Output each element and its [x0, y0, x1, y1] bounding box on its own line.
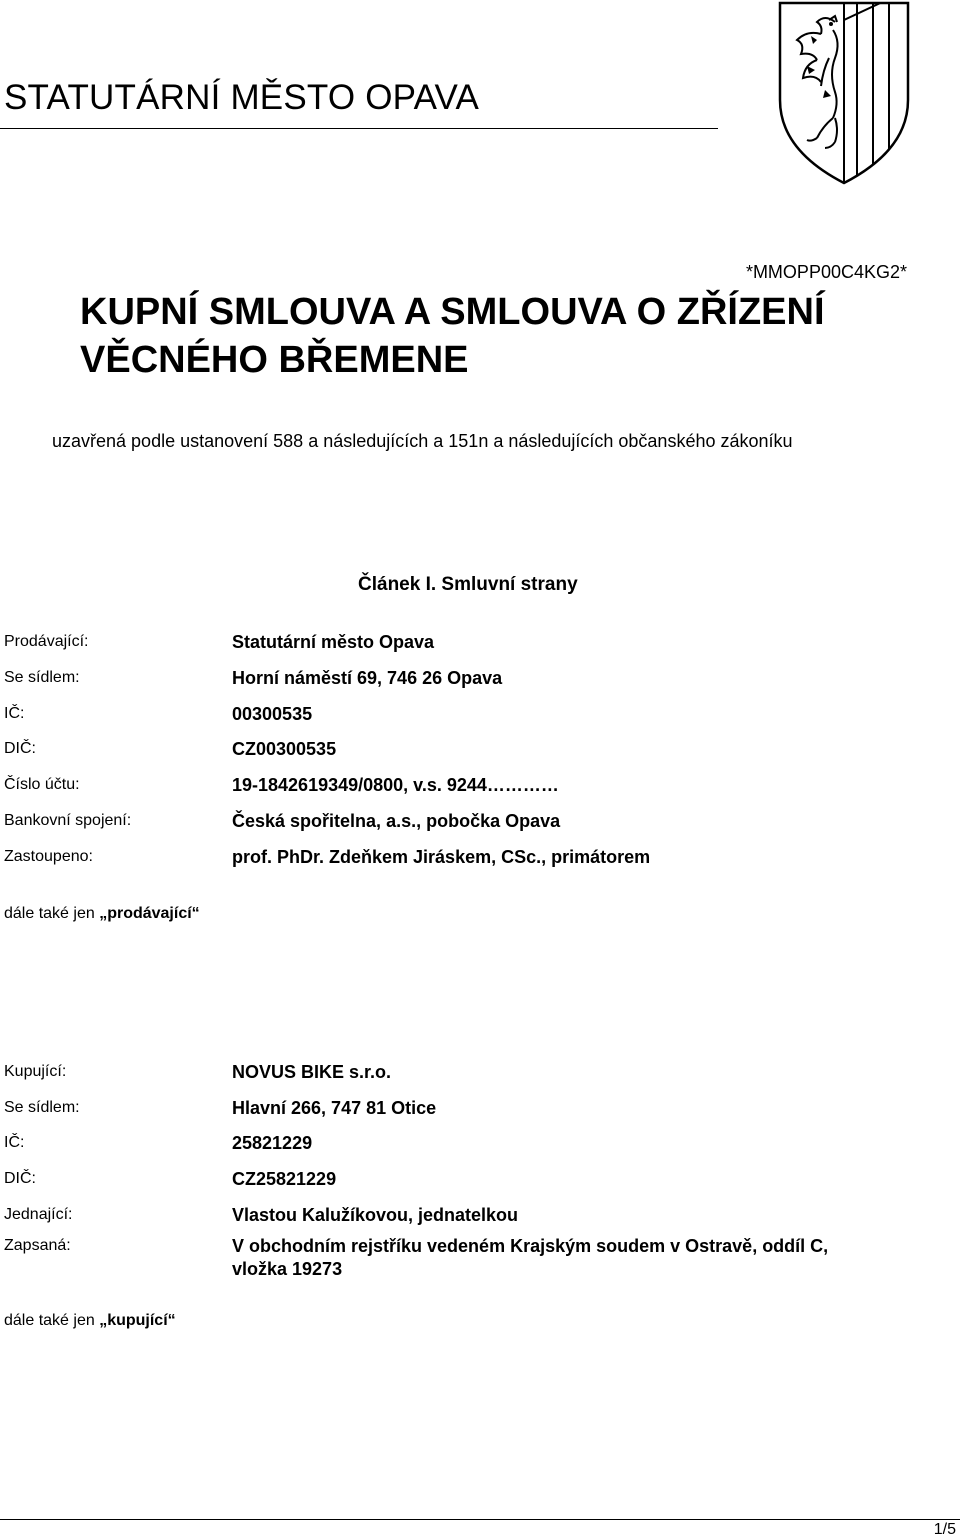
buyer-note-prefix: dále také jen — [4, 1312, 100, 1329]
header-divider — [0, 128, 718, 129]
buyer-registry-label: Zapsaná: — [4, 1237, 71, 1254]
seller-dic-label: DIČ: — [4, 740, 36, 757]
buyer-address-label: Se sídlem: — [4, 1099, 80, 1116]
seller-ic-value: 00300535 — [232, 704, 313, 724]
document-title-line-1: KUPNÍ SMLOUVA A SMLOUVA O ZŘÍZENÍ — [80, 291, 825, 333]
seller-bank-value: Česká spořitelna, a.s., pobočka Opava — [232, 811, 561, 831]
seller-representative-label: Zastoupeno: — [4, 848, 93, 865]
document-title — [80, 288, 900, 384]
seller-account-value: 19-1842619349/0800, v.s. 9244………… — [232, 775, 559, 795]
buyer-address-value: Hlavní 266, 747 81 Otice — [232, 1098, 437, 1118]
seller-note-prefix: dále také jen — [4, 905, 100, 922]
page-number: 1/5 — [933, 1521, 956, 1538]
buyer-ic-value: 25821229 — [232, 1133, 313, 1153]
document-code: *MMOPP00C4KG2* — [745, 262, 907, 282]
seller-bank-label: Bankovní spojení: — [4, 812, 132, 829]
buyer-value: NOVUS BIKE s.r.o. — [232, 1062, 392, 1082]
buyer-note-term: „kupující“ — [99, 1312, 176, 1329]
buyer-dic-value: CZ25821229 — [232, 1169, 337, 1189]
seller-account-label: Číslo účtu: — [4, 776, 80, 793]
buyer-label: Kupující: — [4, 1063, 67, 1080]
seller-note — [4, 905, 200, 923]
buyer-registry-value-continued: vložka 19273 — [232, 1259, 343, 1279]
seller-address-label: Se sídlem: — [4, 669, 80, 686]
document-subtitle: uzavřená podle ustanovení 588 a následujících a 151n a následujících občanského zákoníku — [52, 431, 793, 451]
seller-address-value: Horní náměstí 69, 746 26 Opava — [232, 668, 503, 688]
buyer-registry-value: V obchodním rejstříku vedeném Krajským soudem v Ostravě, oddíl C, — [232, 1236, 829, 1256]
seller-representative-value: prof. PhDr. Zdeňkem Jiráskem, CSc., primátorem — [232, 847, 651, 867]
seller-ic-label: IČ: — [4, 705, 25, 722]
buyer-agent-label: Jednající: — [4, 1206, 73, 1223]
buyer-dic-label: DIČ: — [4, 1170, 36, 1187]
seller-label: Prodávající: — [4, 633, 89, 650]
buyer-note — [4, 1312, 176, 1330]
footer-divider — [0, 1519, 960, 1520]
buyer-ic-label: IČ: — [4, 1134, 25, 1151]
seller-value: Statutární město Opava — [232, 632, 435, 652]
city-title: STATUTÁRNÍ MĚSTO OPAVA — [4, 78, 480, 117]
buyer-agent-value: Vlastou Kalužíkovou, jednatelkou — [232, 1205, 519, 1225]
seller-dic-value: CZ00300535 — [232, 739, 337, 759]
city-coat-of-arms-icon — [777, 0, 911, 186]
seller-note-term: „prodávající“ — [99, 905, 200, 922]
section-heading: Článek I. Smluvní strany — [358, 574, 578, 595]
document-title-line-2: VĚCNÉHO BŘEMENE — [80, 339, 469, 381]
